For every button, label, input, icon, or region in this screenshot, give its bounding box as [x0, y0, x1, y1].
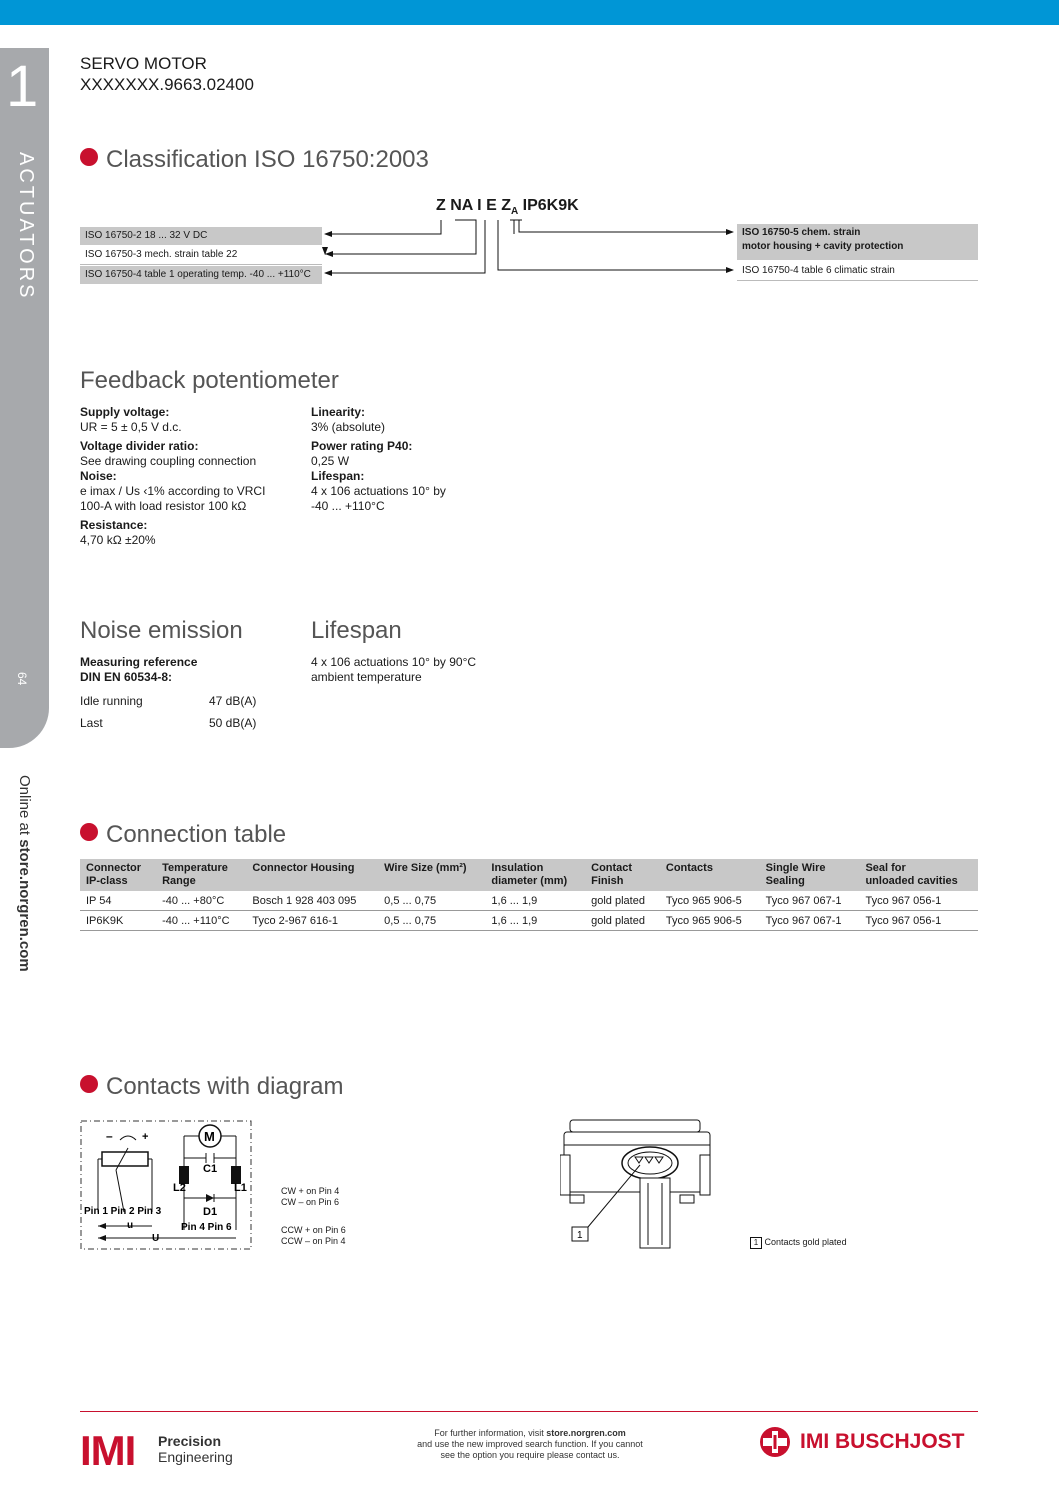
imi-precision-logo [80, 1427, 233, 1475]
classification-heading-text: Classification ISO 16750:2003 [106, 146, 429, 173]
column-header [246, 859, 378, 891]
cw-line-1: CW + on Pin 4 [281, 1186, 340, 1196]
imi-logo-letters: IMI [80, 1427, 136, 1474]
logo-line-1: Precision [158, 1433, 222, 1449]
header-line: Finish [591, 875, 624, 887]
table-cell: 1,6 ... 1,9 [485, 891, 585, 911]
wiring-diagram [80, 1120, 255, 1252]
page-number: 64 [15, 672, 29, 686]
diagram-pins-right: Pin 4 Pin 6 [181, 1222, 232, 1233]
lifespan-line-1: 4 x 106 actuations 10° by 90°C [311, 655, 477, 669]
online-prefix: Online at [16, 775, 33, 840]
table-cell: Tyco 967 067-1 [760, 911, 860, 931]
connection-heading-text: Connection table [106, 821, 287, 848]
contacts-heading-text: Contacts with diagram [106, 1073, 344, 1100]
supply-label: Supply voltage: [80, 405, 170, 419]
online-link[interactable] [16, 775, 33, 972]
table-cell: 0,5 ... 0,75 [378, 911, 485, 931]
online-url[interactable]: store.norgren.com [16, 839, 33, 972]
callout-text: Contacts gold plated [764, 1237, 847, 1247]
diagram-minus: – [106, 1129, 113, 1143]
noise-row-value-2: 50 dB(A) [209, 716, 257, 730]
callout-legend [750, 1237, 847, 1249]
bullet-dot-icon [80, 1075, 98, 1093]
diagram-l2: L2 [173, 1182, 186, 1194]
column-header [80, 859, 156, 891]
ccw-line-2: CCW – on Pin 4 [281, 1236, 346, 1246]
class-right-row-3: ISO 16750-4 table 6 climatic strain [737, 262, 978, 281]
header-line: Sealing [765, 875, 805, 887]
connector-drawing [560, 1115, 720, 1255]
resistance-label: Resistance: [80, 518, 148, 532]
diagram-l1: L1 [234, 1182, 247, 1194]
header-line: Connector [86, 862, 141, 874]
noise-value-1: e imax / Us ‹1% according to VRCI [80, 484, 266, 498]
lifespan-value-1: 4 x 106 actuations 10° by [311, 484, 446, 498]
column-header [859, 859, 978, 891]
diagram-d1: D1 [203, 1206, 218, 1218]
code-tail: IP6K9K [518, 197, 579, 214]
product-code: XXXXXXX.9663.02400 [80, 75, 254, 94]
lifespan-value-2: -40 ... +110°C [311, 499, 385, 513]
header-line: Contacts [665, 862, 713, 874]
callout-box: 1 [750, 1237, 762, 1249]
header-line: Contact [591, 862, 633, 874]
noise-label: Noise: [80, 469, 117, 483]
cw-notes [281, 1186, 339, 1208]
lifespan-label: Lifespan: [311, 469, 365, 483]
table-cell: Tyco 967 056-1 [859, 891, 978, 911]
table-cell: gold plated [585, 891, 660, 911]
class-left-row-2: ISO 16750-3 mech. strain table 22 [80, 246, 322, 265]
footer-info-prefix: For further information, visit [434, 1428, 547, 1438]
table-cell: 1,6 ... 1,9 [485, 911, 585, 931]
classification-arrows [0, 0, 1059, 300]
footer-info-line-1 [380, 1428, 680, 1439]
noise-block [80, 655, 197, 685]
class-left-row-3: ISO 16750-4 table 1 operating temp. -40 ... +110°C [80, 266, 322, 284]
ccw-line-1: CCW + on Pin 6 [281, 1225, 346, 1235]
footer-info-line-3: see the option you require please contact us. [440, 1450, 620, 1460]
power-value: 0,25 W [311, 454, 350, 468]
footer-info [380, 1428, 680, 1461]
connection-heading [80, 821, 286, 849]
footer-info-url[interactable]: store.norgren.com [546, 1428, 626, 1438]
divider-label: Voltage divider ratio: [80, 439, 199, 453]
footer-info-line-2: and use the new improved search function. If you cannot [417, 1439, 643, 1449]
linearity-label: Linearity: [311, 405, 366, 419]
divider-value: See drawing coupling connection [80, 454, 257, 468]
bullet-dot-icon [80, 823, 98, 841]
column-header [585, 859, 660, 891]
noise-row-value-1: 47 dB(A) [209, 694, 257, 708]
ccw-notes [281, 1225, 346, 1247]
table-cell: IP 54 [80, 891, 156, 911]
noise-value-2: 100-A with load resistor 100 kΩ [80, 499, 247, 513]
diagram-plus: + [142, 1131, 149, 1143]
cw-line-2: CW – on Pin 6 [281, 1197, 340, 1207]
noise-ref-label-1: Measuring reference [80, 655, 198, 669]
table-cell: IP6K9K [80, 911, 156, 931]
column-header [760, 859, 860, 891]
header-line: diameter (mm) [491, 875, 568, 887]
product-title: SERVO MOTOR [80, 54, 207, 73]
diagram-motor: M [204, 1129, 215, 1144]
linearity-value: 3% (absolute) [311, 420, 386, 434]
header-line: Wire Size (mm²) [384, 862, 467, 874]
table-cell: 0,5 ... 0,75 [378, 891, 485, 911]
diagram-pins-left: Pin 1 Pin 2 Pin 3 [84, 1206, 162, 1217]
table-cell: -40 ... +80°C [156, 891, 246, 911]
diagram-c1: C1 [203, 1163, 218, 1175]
class-right-row-2: motor housing + cavity protection [742, 241, 904, 252]
buschjost-wordmark: IMI BUSCHJOST [800, 1430, 965, 1453]
table-row [80, 891, 978, 911]
column-header [378, 859, 485, 891]
header-line: Connector Housing [252, 862, 355, 874]
column-header [156, 859, 246, 891]
drawing-callout: 1 [577, 1230, 583, 1241]
logo-line-2: Engineering [158, 1449, 233, 1465]
table-cell: Tyco 965 906-5 [660, 911, 760, 931]
code-sub: A [510, 206, 519, 218]
chapter-number: 1 [6, 54, 39, 119]
footer-rule [80, 1411, 978, 1412]
noise-ref-label-2: DIN EN 60534-8: [80, 670, 173, 684]
header-line: Temperature [162, 862, 228, 874]
table-cell: -40 ... +110°C [156, 911, 246, 931]
lifespan-block [311, 655, 476, 685]
class-left-row-1: ISO 16750-2 18 ... 32 V DC [80, 227, 322, 245]
noise-row-label-2: Last [80, 716, 103, 730]
diagram-u-small: u [127, 1220, 134, 1231]
table-header-row [80, 859, 978, 891]
table-cell: Tyco 967 067-1 [760, 891, 860, 911]
diagram-u-big: U [152, 1233, 160, 1244]
logo-text [158, 1433, 233, 1465]
buschjost-emblem-icon [757, 1426, 793, 1458]
header-line: Insulation [491, 862, 544, 874]
header-line: Range [162, 875, 196, 887]
feedback-right-column [311, 405, 531, 514]
code-main: Z NA I E Z [436, 197, 511, 214]
feedback-heading: Feedback potentiometer [80, 367, 339, 394]
power-label: Power rating P40: [311, 439, 413, 453]
header-line: Seal for [865, 862, 906, 874]
header-line: unloaded cavities [865, 875, 958, 887]
noise-heading: Noise emission [80, 617, 243, 644]
supply-value: UR = 5 ± 0,5 V d.c. [80, 420, 182, 434]
table-cell: Tyco 965 906-5 [660, 891, 760, 911]
column-header [485, 859, 585, 891]
contacts-heading [80, 1073, 343, 1101]
lifespan-heading: Lifespan [311, 617, 402, 644]
resistance-value: 4,70 kΩ ±20% [80, 533, 156, 547]
column-header [660, 859, 760, 891]
connection-table [80, 859, 978, 931]
lifespan-line-2: ambient temperature [311, 670, 422, 684]
class-right-row-1: ISO 16750-5 chem. strain [742, 227, 861, 238]
noise-row-label-1: Idle running [80, 694, 143, 708]
header-line: Single Wire [765, 862, 826, 874]
feedback-left-column [80, 405, 300, 548]
header-line: IP-class [86, 875, 128, 887]
table-cell: Tyco 2-967 616-1 [246, 911, 378, 931]
table-cell: Bosch 1 928 403 095 [246, 891, 378, 911]
table-row [80, 911, 978, 931]
table-cell: gold plated [585, 911, 660, 931]
table-cell: Tyco 967 056-1 [859, 911, 978, 931]
chapter-label: ACTUATORS [15, 152, 37, 301]
